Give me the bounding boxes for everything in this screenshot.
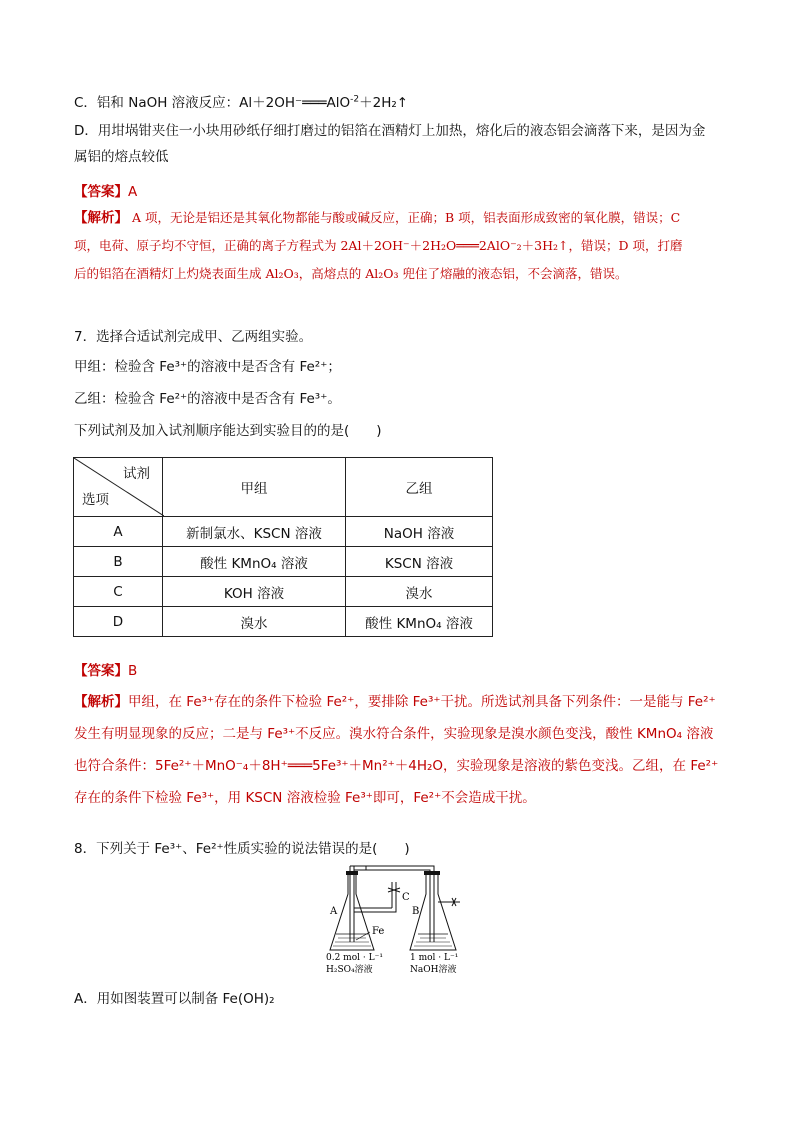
q7-group-yi: 乙组：检验含 Fe²⁺的溶液中是否含有 Fe³⁺。 xyxy=(74,391,341,407)
table-cell-yi: KSCN 溶液 xyxy=(346,547,493,577)
table-cell-yi: 溴水 xyxy=(346,577,493,607)
table-cell-option: B xyxy=(74,547,163,577)
q7-stem: 7．选择合适试剂完成甲、乙两组实验。 xyxy=(74,329,313,345)
table-header-yi: 乙组 xyxy=(346,458,493,517)
corner-label-option: 选项 xyxy=(82,492,109,508)
table-row xyxy=(74,577,493,607)
table-cell-option: D xyxy=(74,607,163,637)
q6-answer: 【答案】A xyxy=(74,184,138,200)
right-solution: NaOH溶液 xyxy=(410,965,457,975)
table-row xyxy=(74,517,493,547)
flask-apparatus-diagram xyxy=(326,862,476,980)
label-c: C xyxy=(402,892,410,903)
left-solution: H₂SO₄溶液 xyxy=(326,965,373,975)
table-cell-option: C xyxy=(74,577,163,607)
table-row xyxy=(74,607,493,637)
table-corner-cell xyxy=(74,458,163,517)
q7-analysis: 【解析】甲组，在 Fe³⁺存在的条件下检验 Fe²⁺，要排除 Fe³⁺干扰。所选试剂具备下列条件：一是能与 Fe²⁺ 发生有明显现象的反应；二是与 Fe³⁺不反应。溴水符合条件，实验现象是溴水颜色变浅，酸性 KMnO₄ 溶液 也符合条件：5Fe²⁺＋MnO⁻₄＋8H⁺═══5Fe³⁺＋Mn²⁺＋4H₂O，实验现象是溶液的紫色变浅。乙组，在 Fe²⁺ 存在的条件下检验 Fe³⁺，用 KSCN 溶液检验 Fe³⁺即可，Fe²⁺不会造成干扰。 xyxy=(74,694,719,806)
label-a: A xyxy=(330,906,338,917)
label-b: B xyxy=(412,906,420,917)
q7-answer: 【答案】B xyxy=(74,663,138,679)
table-cell-jia: 溴水 xyxy=(163,607,346,637)
q7-group-jia: 甲组：检验含 Fe³⁺的溶液中是否含有 Fe²⁺； xyxy=(74,359,341,375)
table-cell-yi: 酸性 KMnO₄ 溶液 xyxy=(346,607,493,637)
table-cell-jia: KOH 溶液 xyxy=(163,577,346,607)
q6-option-c: C．铝和 NaOH 溶液反应：Al＋2OH⁻═══AlO$^{-2}$＋2H₂↑ xyxy=(74,94,409,111)
apparatus-figure xyxy=(326,862,476,980)
right-concentration: 1 mol · L⁻¹ xyxy=(410,953,459,963)
q7-question: 下列试剂及加入试剂顺序能达到实验目的的是( ) xyxy=(74,423,382,439)
table-cell-jia: 新制氯水、KSCN 溶液 xyxy=(163,517,346,547)
table-cell-jia: 酸性 KMnO₄ 溶液 xyxy=(163,547,346,577)
q8-option-a: A．用如图装置可以制备 Fe(OH)₂ xyxy=(74,991,275,1007)
table-header-jia: 甲组 xyxy=(163,458,346,517)
q6-option-d-line1: D．用坩埚钳夹住一小块用砂纸仔细打磨过的铝箔在酒精灯上加热，熔化后的液态铝会滴落下来，是因为金 xyxy=(74,123,706,139)
table-cell-yi: NaOH 溶液 xyxy=(346,517,493,547)
corner-label-reagent: 试剂 xyxy=(123,466,150,482)
q8-stem: 8．下列关于 Fe³⁺、Fe²⁺性质实验的说法错误的是( ) xyxy=(74,841,410,857)
table-cell-option: A xyxy=(74,517,163,547)
q6-analysis: 【解析】 A 项，无论是铝还是其氧化物都能与酸或碱反应，正确；B 项，铝表面形成致密的氧化膜，错误；C 项，电荷、原子均不守恒，正确的离子方程式为 2Al＋2OH⁻＋2H₂O═══2AlO⁻₂＋3H₂↑，错误；D 项，打磨 后的铝箔在酒精灯上灼烧表面生成 Al₂O₃，高熔点的 Al₂O₃ 兜住了熔融的液态铝，不会滴落，错误。 xyxy=(74,210,683,281)
table-header-row xyxy=(74,458,493,517)
table-row xyxy=(74,547,493,577)
label-fe: Fe xyxy=(372,926,385,937)
q7-options-table xyxy=(73,457,493,637)
q6-option-d-line2: 属铝的熔点较低 xyxy=(74,149,169,165)
left-concentration: 0.2 mol · L⁻¹ xyxy=(326,953,383,963)
